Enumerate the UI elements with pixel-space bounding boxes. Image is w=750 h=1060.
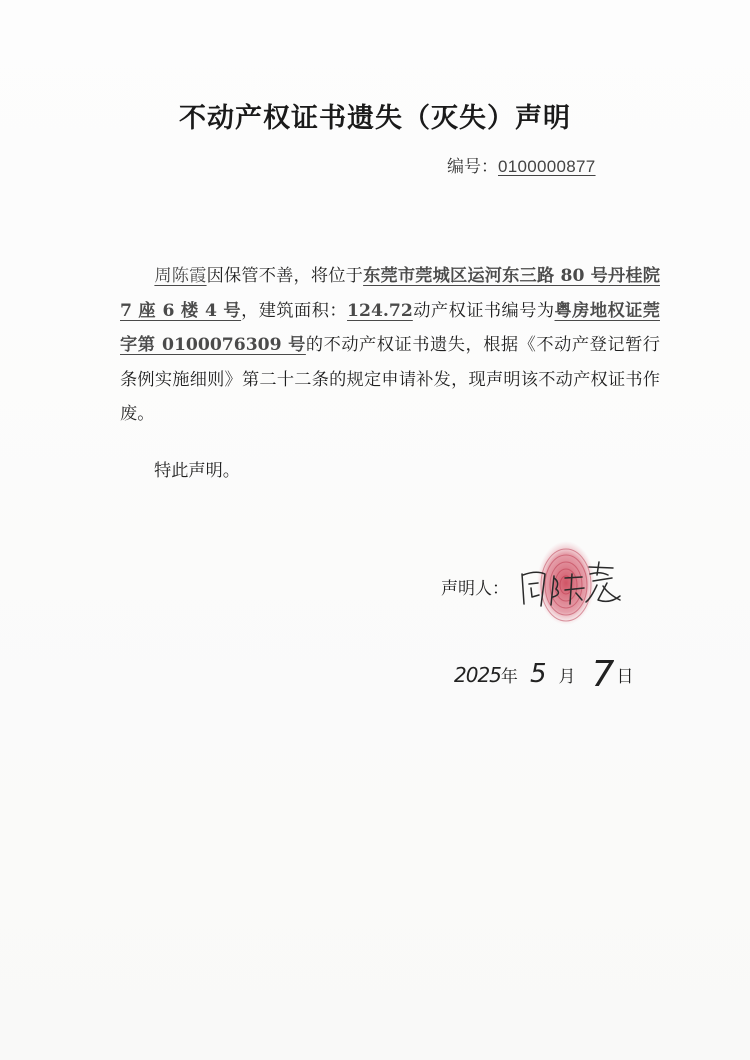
date-year: 2025	[454, 663, 501, 687]
statement-date	[454, 650, 634, 695]
building-area: 124.72	[347, 300, 413, 321]
date-day-unit: 日	[616, 667, 634, 687]
document-number-label: 编号：	[447, 157, 498, 177]
statement-text-1: 因保管不善，将位于	[206, 266, 364, 286]
date-month-unit: 月	[558, 667, 576, 687]
closing-remark: 特此声明。	[154, 461, 240, 481]
fingerprint-mark	[537, 541, 595, 625]
signatory-label: 声明人：	[441, 579, 509, 599]
statement-text-2: ，建筑面积：	[241, 300, 348, 321]
statement-text-3: 动产权证书编号为	[412, 300, 555, 321]
page-title: 不动产权证书遗失（灭失）声明	[179, 103, 571, 134]
owner-name: 周陈霞	[154, 266, 207, 286]
date-year-unit: 年	[500, 667, 518, 687]
document-number-value: 0100000877	[498, 157, 596, 176]
statement-text-4: 的不动产权证书遗失，根据《不动产登记暂行条例实施细则》第二十二条的规定申请补发，现声明该不动产权证书作废。	[120, 335, 660, 425]
property-address: 东莞市莞城区运河东三路 80 号丹桂院 7 座 6 楼 4 号	[120, 266, 660, 321]
date-day: 7	[591, 654, 615, 695]
certificate-number: 粤房地权证莞字第 0100076309 号	[120, 300, 660, 356]
date-month: 5	[529, 659, 547, 689]
